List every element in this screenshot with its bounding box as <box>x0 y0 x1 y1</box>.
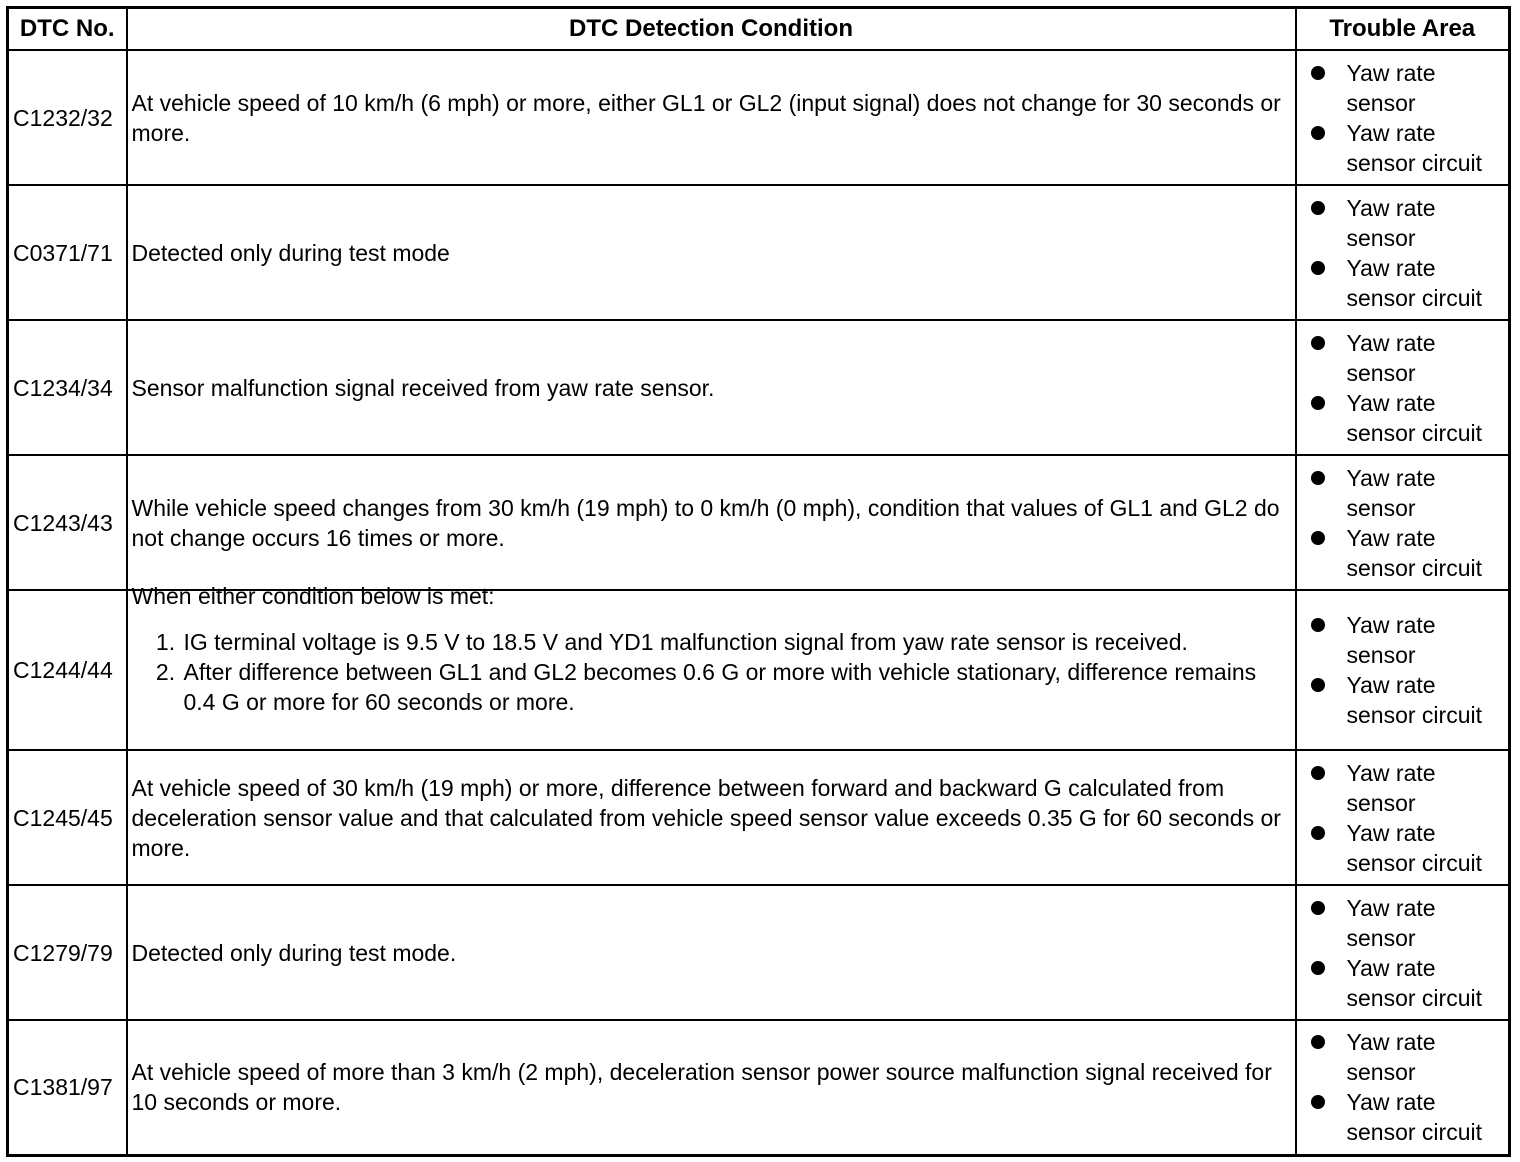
trouble-area <box>1296 1020 1510 1155</box>
trouble-item-text: Yaw rate sensor circuit <box>1346 524 1482 581</box>
condition-intro: When either condition below is met: <box>131 583 495 609</box>
detection-condition: Detected only during test mode <box>127 185 1296 320</box>
trouble-item-text: Yaw rate sensor circuit <box>1346 954 1482 1011</box>
bullet-icon <box>1311 1035 1325 1049</box>
trouble-area <box>1296 455 1510 590</box>
trouble-item <box>1311 818 1509 878</box>
bullet-icon <box>1311 618 1325 632</box>
trouble-item <box>1311 1027 1509 1087</box>
trouble-area <box>1296 750 1510 885</box>
table-row <box>8 590 1510 750</box>
header-trouble-area: Trouble Area <box>1296 8 1510 51</box>
trouble-item <box>1311 670 1509 730</box>
dtc-code: C1234/34 <box>8 320 127 455</box>
trouble-item-text: Yaw rate sensor circuit <box>1346 254 1482 311</box>
table-row <box>8 1020 1510 1155</box>
trouble-item <box>1311 328 1509 388</box>
trouble-area <box>1296 185 1510 320</box>
detection-condition: Sensor malfunction signal received from yaw rate sensor. <box>127 320 1296 455</box>
detection-condition: Detected only during test mode. <box>127 885 1296 1020</box>
bullet-icon <box>1311 396 1325 410</box>
trouble-item <box>1311 58 1509 118</box>
trouble-item <box>1311 953 1509 1013</box>
bullet-icon <box>1311 1095 1325 1109</box>
table-row <box>8 50 1510 185</box>
table-row <box>8 885 1510 1020</box>
detection-condition: At vehicle speed of 30 km/h (19 mph) or more, difference between forward and backward G calculated from deceleration sensor value and that calculated from vehicle speed sensor value exceeds 0.35 G for 60 seconds or more. <box>127 750 1296 885</box>
trouble-item <box>1311 523 1509 583</box>
trouble-area <box>1296 885 1510 1020</box>
bullet-icon <box>1311 126 1325 140</box>
bullet-icon <box>1311 336 1325 350</box>
header-row <box>8 8 1510 51</box>
trouble-item-text: Yaw rate sensor circuit <box>1346 389 1482 446</box>
dtc-code: C1243/43 <box>8 455 127 590</box>
bullet-icon <box>1311 766 1325 780</box>
bullet-icon <box>1311 826 1325 840</box>
trouble-item <box>1311 193 1509 253</box>
trouble-item <box>1311 893 1509 953</box>
table-row <box>8 455 1510 590</box>
dtc-code: C1244/44 <box>8 590 127 750</box>
detection-condition: At vehicle speed of 10 km/h (6 mph) or more, either GL1 or GL2 (input signal) does not change for 30 seconds or more. <box>127 50 1296 185</box>
detection-condition: At vehicle speed of more than 3 km/h (2 mph), deceleration sensor power source malfunction signal received for 10 seconds or more. <box>127 1020 1296 1155</box>
bullet-icon <box>1311 678 1325 692</box>
dtc-code: C1245/45 <box>8 750 127 885</box>
trouble-item-text: Yaw rate sensor <box>1346 464 1436 521</box>
trouble-item-text: Yaw rate sensor <box>1346 894 1436 951</box>
bullet-icon <box>1311 201 1325 215</box>
trouble-item <box>1311 1087 1509 1147</box>
header-detection-condition: DTC Detection Condition <box>127 8 1296 51</box>
trouble-item-text: Yaw rate sensor <box>1346 194 1436 251</box>
table-row <box>8 320 1510 455</box>
trouble-item-text: Yaw rate sensor circuit <box>1346 672 1482 728</box>
dtc-code: C0371/71 <box>8 185 127 320</box>
trouble-item-text: Yaw rate sensor <box>1346 329 1436 386</box>
bullet-icon <box>1311 901 1325 915</box>
bullet-icon <box>1311 961 1325 975</box>
trouble-item-text: Yaw rate sensor <box>1346 59 1436 116</box>
trouble-item <box>1311 463 1509 523</box>
detection-condition: While vehicle speed changes from 30 km/h (19 mph) to 0 km/h (0 mph), condition that values of GL1 and GL2 do not change occurs 16 times or more. <box>127 455 1296 590</box>
trouble-item <box>1311 758 1509 818</box>
trouble-item-text: Yaw rate sensor circuit <box>1346 819 1482 876</box>
detection-condition <box>127 583 1296 750</box>
header-dtc-no: DTC No. <box>8 8 127 51</box>
condition-list <box>132 627 1289 717</box>
trouble-item-text: Yaw rate sensor <box>1346 759 1436 816</box>
trouble-area <box>1296 320 1510 455</box>
trouble-item <box>1311 253 1509 313</box>
trouble-area <box>1296 590 1510 750</box>
table-row <box>8 185 1510 320</box>
condition-list-item: 2. After difference between GL1 and GL2 becomes 0.6 G or more with vehicle stationary, difference remains 0.4 G or more for 60 seconds or more. <box>182 657 1289 717</box>
trouble-item-text: Yaw rate sensor <box>1346 612 1436 668</box>
dtc-code: C1279/79 <box>8 885 127 1020</box>
trouble-item-text: Yaw rate sensor <box>1346 1029 1436 1086</box>
condition-list-item: 1. IG terminal voltage is 9.5 V to 18.5 V and YD1 malfunction signal from yaw rate sensor is received. <box>182 627 1289 657</box>
trouble-area <box>1296 50 1510 185</box>
trouble-item <box>1311 118 1509 178</box>
bullet-icon <box>1311 531 1325 545</box>
dtc-code: C1232/32 <box>8 50 127 185</box>
dtc-table <box>6 6 1511 1157</box>
trouble-item <box>1311 388 1509 448</box>
bullet-icon <box>1311 261 1325 275</box>
trouble-item-text: Yaw rate sensor circuit <box>1346 119 1482 176</box>
dtc-code: C1381/97 <box>8 1020 127 1155</box>
trouble-item <box>1311 610 1509 670</box>
trouble-item-text: Yaw rate sensor circuit <box>1346 1089 1482 1146</box>
table-row <box>8 750 1510 885</box>
bullet-icon <box>1311 471 1325 485</box>
bullet-icon <box>1311 66 1325 80</box>
